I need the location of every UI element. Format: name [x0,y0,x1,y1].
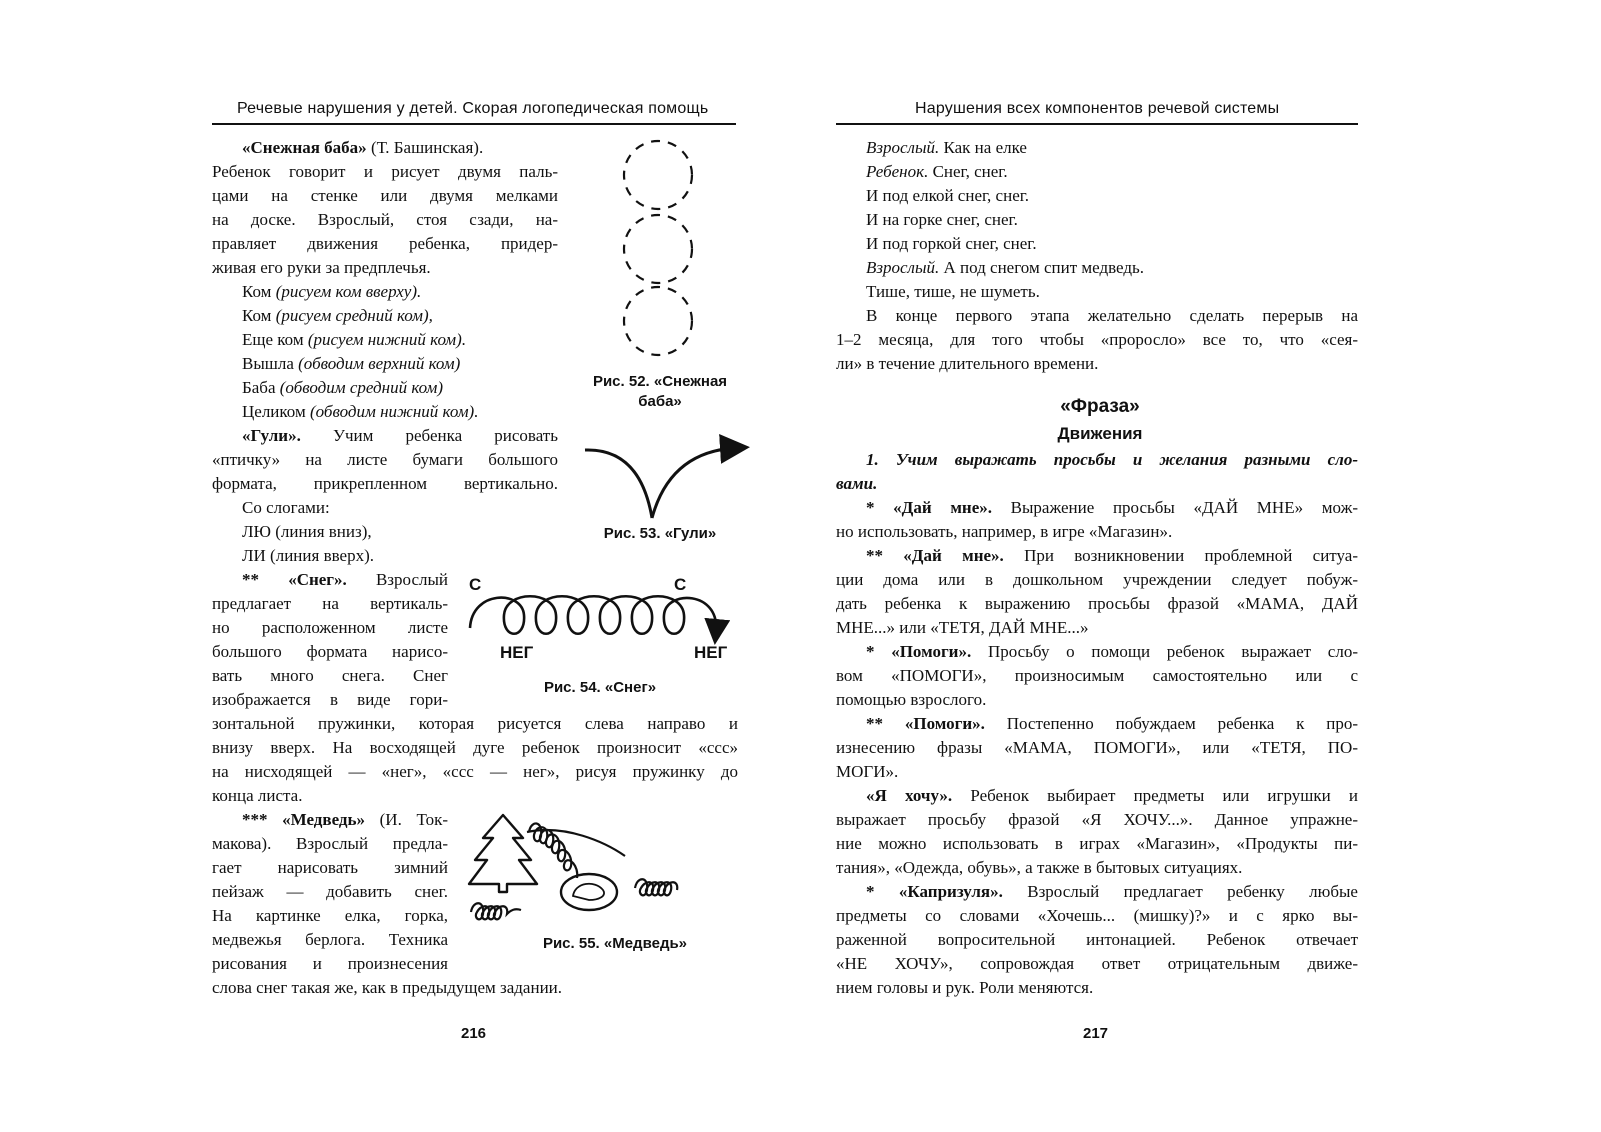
left-text-line: «птичку» на листе бумаги большого [212,450,558,469]
spring-label-s-left: С [469,575,482,594]
figure-55-caption: Рис. 55. «Медведь» [542,935,688,952]
body-line: ции дома или в дошкольном учреждении следует побуж- [836,570,1358,589]
running-head-left: Речевые нарушения у детей. Скорая логопедическая помощь [237,100,709,117]
left-text-line: внизу вверх. На восходящей дуге ребенок произносит «ссс» [212,738,738,757]
left-text-line: цами на стенке или двумя мелками [212,186,558,205]
left-text-line: Вышла (обводим верхний ком) [242,354,461,373]
left-text-line: зонтальной пружинки, которая рисуется слева направо и [212,714,738,733]
left-text-line: но расположенном листе [212,618,448,637]
figure-52-caption: Рис. 52. «Снежная баба» [592,373,728,410]
poem-line: Взрослый. А под снегом спит медведь. [866,258,1145,277]
left-text-line: Баба (обводим средний ком) [242,378,444,397]
body-line: вом «ПОМОГИ», произносимым самостоятельно или с [836,666,1358,685]
body-line: предметы со словами «Хочешь... (мишку)?» и с ярко вы- [836,906,1358,925]
bear-den-icon [561,874,617,910]
body-line: * «Дай мне». Выражение просьбы «ДАЙ МНЕ» мож- [866,498,1358,517]
body-line: МНЕ...» или «ТЕТЯ, ДАЙ МНЕ...» [836,618,1089,637]
poem-line: Взрослый. Как на елке [866,138,1027,157]
left-text-line: на доске. Взрослый, стоя сзади, на- [212,210,558,229]
left-text-line: изображается в виде гори- [212,690,448,709]
spring-label-neg-left: НЕГ [500,643,534,662]
figure-52-snowman [610,133,710,363]
body-line: тания», «Одежда, обувь», а также в бытовых ситуациях. [836,858,1243,877]
poem-line: И под елкой снег, снег. [866,186,1030,205]
left-text-line: На картинке елка, горка, [212,906,448,925]
left-text-line: Ребенок говорит и рисует двумя паль- [212,162,558,181]
left-text-line: Ком (рисуем средний ком), [242,306,433,325]
left-text-line: конца листа. [212,786,303,805]
body-line: МОГИ». [836,762,899,781]
poem-line: И под горкой снег, снег. [866,234,1037,253]
left-text-line: Ком (рисуем ком вверху). [242,282,422,301]
head-rule-left [212,123,736,125]
left-text-line: слова снег такая же, как в предыдущем задании. [212,978,563,997]
left-text-line: Со слогами: [242,498,330,517]
left-text-line: ЛИ (линия вверх). [242,546,374,565]
left-text-line: ** «Снег». Взрослый [242,570,448,589]
body-line: * «Помоги». Просьбу о помощи ребенок выражает сло- [866,642,1358,661]
running-head-right: Нарушения всех компонентов речевой системы [915,100,1280,117]
left-text-line: «Снежная баба» (Т. Башинская). [242,138,484,157]
left-text-line: правляет движения ребенка, придер- [212,234,558,253]
body-line: раженной вопросительной интонацией. Ребенок отвечает [836,930,1358,949]
body-line: «Я хочу». Ребенок выбирает предметы или игрушки и [866,786,1358,805]
body-line: ние можно использовать в играх «Магазин», «Продукты пи- [836,834,1358,853]
right-page [800,0,1601,1132]
paragraph-line: В конце первого этапа желательно сделать перерыв на [866,306,1358,325]
poem-line: Ребенок. Снег, снег. [866,162,1008,181]
left-text-line: большого формата нарисо- [212,642,448,661]
fir-tree-icon [469,815,537,892]
paragraph-line: 1–2 месяца, для того чтобы «проросло» все то, что «сея- [836,330,1358,349]
left-text-line: формата, прикрепленном вертикально. [212,474,558,493]
body-line: ** «Помоги». Постепенно побуждаем ребенка к про- [866,714,1358,733]
body-line: «НЕ ХОЧУ», сопровождая ответ отрицательным движе- [836,954,1358,973]
left-text-line: предлагает на вертикаль- [212,594,448,613]
left-text-line: вать много снега. Снег [212,666,448,685]
left-text-line: макова). Взрослый предла- [212,834,448,853]
body-line: изнесению фразы «МАМА, ПОМОГИ», или «ТЕТЯ, ПО- [836,738,1358,757]
body-line: нием головы и рук. Роли меняются. [836,978,1094,997]
body-line: дать ребенка к выражению просьбы фразой «МАМА, ДАЙ [836,594,1358,613]
figure-55-bear [465,812,735,930]
section-subtitle: Движения [1057,424,1143,443]
body-line: ** «Дай мне». При возникновении проблемной ситуа- [866,546,1358,565]
spring-label-neg-right: НЕГ [694,643,728,662]
paragraph-line: ли» в течение длительного времени. [836,354,1099,373]
page-number-left: 216 [461,1025,487,1042]
left-page [0,0,800,1132]
section-title: «Фраза» [1060,396,1140,417]
task-line: вами. [836,474,878,493]
left-text-line: медвежья берлога. Техника [212,930,448,949]
poem-line: Тише, тише, не шуметь. [866,282,1040,301]
figure-54-spring [462,570,742,665]
left-text-line: Еще ком (рисуем нижний ком). [242,330,467,349]
body-line: выражает просьбу фразой «Я ХОЧУ...». Данное упражне- [836,810,1358,829]
left-text-line: живая его руки за предплечья. [212,258,431,277]
figure-53-caption: Рис. 53. «Гули» [603,525,717,542]
left-text-line: ЛЮ (линия вниз), [242,522,372,541]
body-line: но использовать, например, в игре «Магазин». [836,522,1173,541]
spring-label-s-right: С [674,575,687,594]
head-rule-right [836,123,1358,125]
figure-54-caption: Рис. 54. «Снег» [543,679,657,696]
task-line: 1. Учим выражать просьбы и желания разными сло- [866,450,1358,469]
left-text-line: на нисходящей — «нег», «ссс — нег», рисуя пружинку до [212,762,738,781]
left-text-line: *** «Медведь» (И. Ток- [242,810,448,829]
left-text-line: «Гули». Учим ребенка рисовать [242,426,558,445]
left-text-line: пейзаж — добавить снег. [212,882,448,901]
poem-line: И на горке снег, снег. [866,210,1018,229]
page-number-right: 217 [1083,1025,1109,1042]
left-text-line: рисования и произнесения [212,954,448,973]
body-line: помощью взрослого. [836,690,987,709]
left-text-line: гает нарисовать зимний [212,858,448,877]
body-line: * «Капризуля». Взрослый предлагает ребенку любые [866,882,1358,901]
left-text-line: Целиком (обводим нижний ком). [242,402,479,421]
figure-53-guli [580,438,745,523]
